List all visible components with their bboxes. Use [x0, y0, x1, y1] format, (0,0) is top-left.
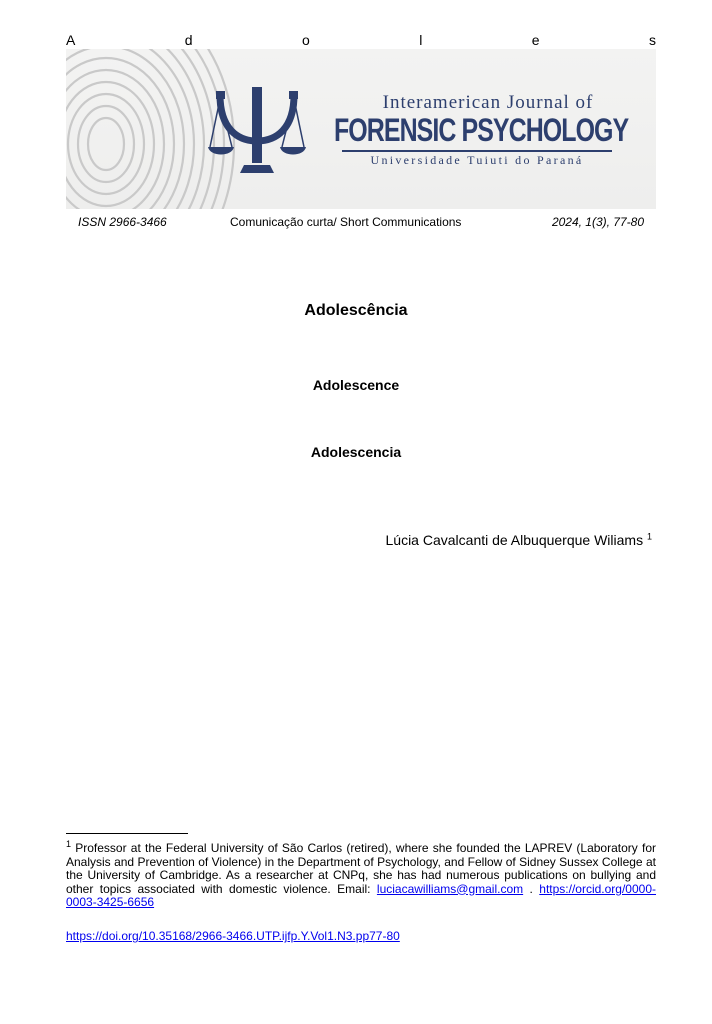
running-head-letter: A [66, 32, 76, 48]
issn: ISSN 2966-3466 [78, 215, 167, 229]
author-line [386, 531, 653, 549]
author-name: Lúcia Cavalcanti de Albuquerque Wiliams [385, 532, 644, 548]
journal-name-line1: Interamerican Journal of [382, 92, 594, 113]
footnote-divider [66, 833, 188, 834]
running-head [66, 31, 656, 49]
email-link[interactable]: luciacawilliams@gmail.com [376, 881, 524, 896]
journal-university: Universidade Tuiuti do Paraná [370, 153, 584, 167]
title-spanish: Adolescencia [310, 444, 402, 460]
footnote-marker: 1 [66, 839, 72, 849]
journal-name-main: FORENSIC PSYCHOLOGY [334, 112, 629, 148]
psi-scales-logo [208, 85, 306, 177]
running-head-letter: s [648, 32, 656, 48]
footnote [66, 839, 656, 910]
footnote-separator: . [523, 881, 540, 896]
running-head-letter: l [419, 32, 423, 48]
doi-link[interactable]: https://doi.org/10.35168/2966-3466.UTP.ijfp.Y.Vol1.N3.pp77-80 [66, 929, 400, 943]
orcid-link[interactable]: https://orcid.org/0000-0003-3425-6656 [66, 881, 656, 909]
running-head-letter: e [531, 32, 540, 48]
title-portuguese: Adolescência [304, 302, 408, 319]
citation: 2024, 1(3), 77-80 [551, 215, 644, 229]
journal-divider [342, 150, 612, 152]
title-english: Adolescence [312, 377, 400, 393]
running-head-letter: o [301, 32, 310, 48]
footnote-text: Professor at the Federal University of São Carlos (retired), where she founded the LAPREV (Laboratory for Analysis and Prevention of Violence) in the Department of Psychology, and Fellow of Sidney Sussex College at the University of Cambridge. As a researcher at CNPq, she has had numerous publications on bullying and other topics associated with domestic violence. Email: [66, 841, 656, 896]
journal-banner [66, 49, 656, 209]
section-type: Comunicação curta/ Short Communications [230, 215, 462, 229]
running-head-letter: d [184, 32, 193, 48]
author-footnote-marker[interactable]: 1 [646, 531, 652, 542]
